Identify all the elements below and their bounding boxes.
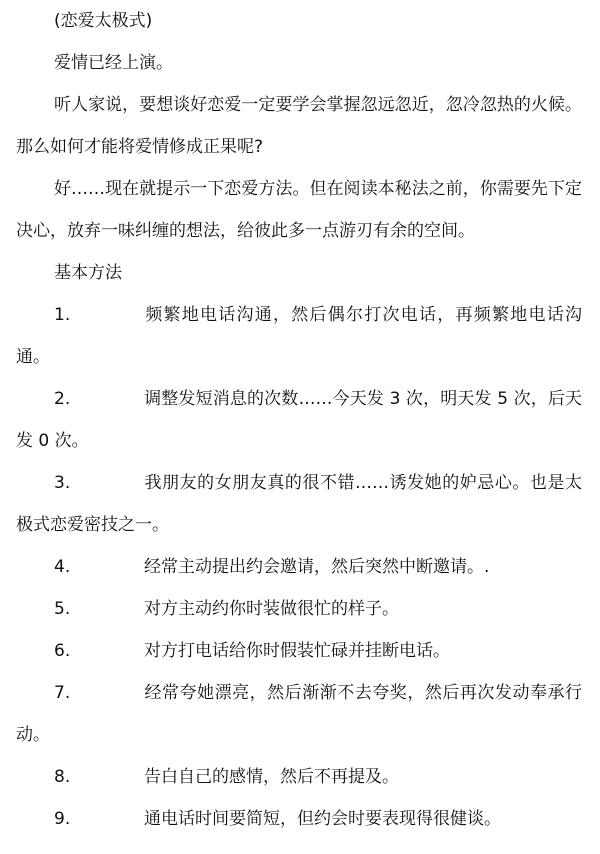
list-item: [16, 546, 582, 588]
list-item-text: 我朋友的女朋友真的很不错……诱发她的妒忌心。也是太极式恋爱密技之一。: [16, 473, 582, 535]
list-item-number: 3.: [54, 473, 71, 493]
list-item-number: 7.: [54, 683, 71, 703]
list-item-text: 经常夸她漂亮，然后渐渐不去夸奖，然后再次发动奉承行动。: [16, 683, 582, 745]
list-item-number: 9.: [54, 809, 71, 829]
list-item: [16, 588, 582, 630]
list-item-text: 频繁地电话沟通，然后偶尔打次电话，再频繁地电话沟通。: [16, 305, 582, 367]
paragraph-method-intro: 好……现在就提示一下恋爱方法。但在阅读本秘法之前，你需要先下定决心，放弃一味纠缠的想法，给彼此多一点游刃有余的空间。: [16, 179, 582, 241]
paragraph-intro: 爱情已经上演。: [54, 53, 173, 73]
list-item-text: 告白自己的感情，然后不再提及。: [144, 767, 399, 787]
subtitle: (恋爱太极式): [54, 11, 153, 31]
list-item-number: 4.: [54, 557, 71, 577]
list-item-text: 调整发短消息的次数……今天发 3 次，明天发 5 次，后天发 0 次。: [16, 389, 582, 451]
list-item-number: 2.: [54, 389, 71, 409]
list-item: [16, 756, 582, 798]
list-item-number: 5.: [54, 599, 71, 619]
list-item-number: 1.: [54, 305, 71, 325]
list-item-text: 通电话时间要简短，但约会时要表现得很健谈。: [144, 809, 501, 829]
list-item-number: 8.: [54, 767, 71, 787]
list-item-text: 对方主动约你时装做很忙的样子。: [144, 599, 399, 619]
list-item-text: 经常主动提出约会邀请，然后突然中断邀请。.: [144, 557, 490, 577]
list-item: [16, 798, 582, 840]
list-item: [16, 630, 582, 672]
list-item: [16, 462, 582, 546]
list-item-text: 对方打电话给你时假装忙碌并挂断电话。: [144, 641, 450, 661]
paragraph-hearsay: 听人家说，要想谈好恋爱一定要学会掌握忽远忽近，忽冷忽热的火候。那么如何才能将爱情修成正果呢?: [16, 95, 582, 157]
list-item: [16, 672, 582, 756]
list-item: [16, 378, 582, 462]
list-item-number: 6.: [54, 641, 71, 661]
section-heading-basic-methods: 基本方法: [54, 263, 122, 283]
list-item: [16, 294, 582, 378]
document-page: [16, 0, 582, 840]
